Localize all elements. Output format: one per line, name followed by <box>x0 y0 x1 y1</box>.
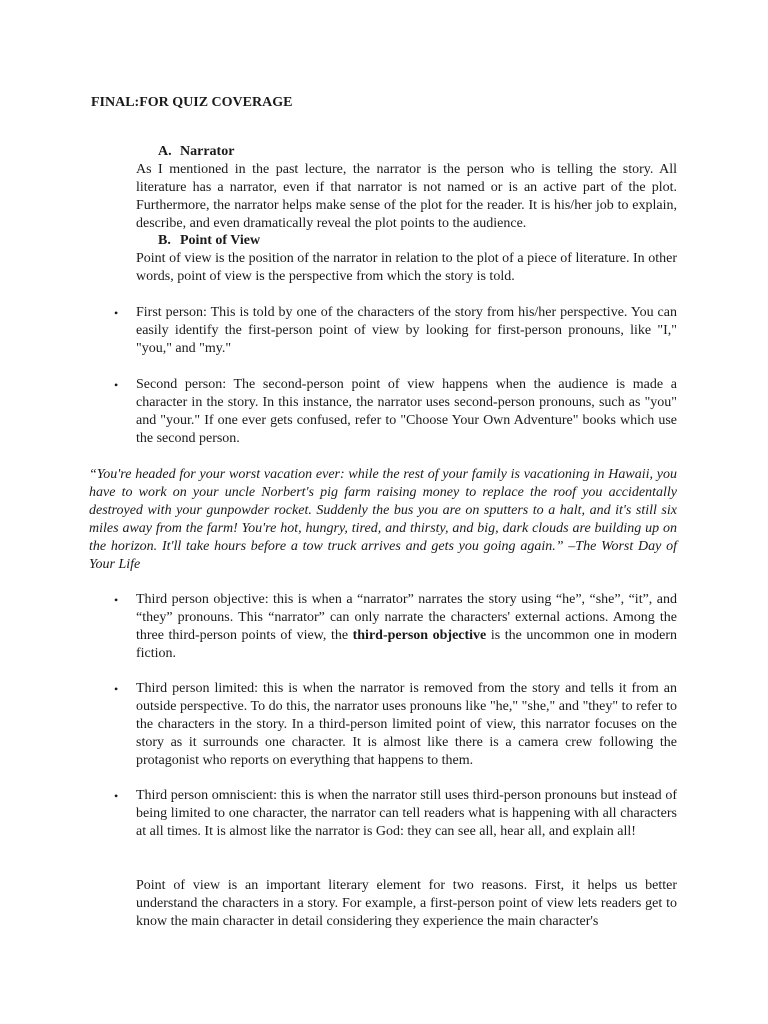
section-b-body <box>136 250 677 286</box>
section-a-heading <box>158 143 234 161</box>
section-a-body <box>136 161 677 233</box>
bullet-text: Third person omniscient: this is when the narrator still uses third-person pronouns but instead of being limited to one character, the narrator can tell readers what is happening with all characters at all times. It is almost like the narrator is God: they can see all, hear all, and explain all! <box>136 788 677 839</box>
closing-paragraph <box>136 877 677 931</box>
section-b-title: Point of View <box>180 233 261 248</box>
bullet-first-person <box>114 304 677 358</box>
bullet-text-bold: third-person objective <box>352 628 487 643</box>
point-of-view-paragraph: Point of view is the position of the narrator in relation to the plot of a piece of literature. In other words, point of view is the perspective from which the story is told. <box>136 251 677 284</box>
section-a-label: A. <box>158 144 172 159</box>
section-b-label: B. <box>158 233 171 248</box>
document-title: FINAL:FOR QUIZ COVERAGE <box>91 95 293 110</box>
closing-text: Point of view is an important literary element for two reasons. First, it helps us better understand the characters in a story. For example, a first-person point of view lets readers get to know the main character in detail considering they experience the main character's <box>136 878 677 929</box>
bullet-text: Second person: The second-person point of view happens when the audience is made a character in the story. In this instance, the narrator uses second-person pronouns, such as "you" and "your." If one ever gets confused, refer to "Choose Your Own Adventure" books which use the second person. <box>136 377 677 446</box>
bullet-dot: • <box>114 378 119 392</box>
bullet-third-omniscient <box>114 787 677 841</box>
bullet-text-before: Third person objective: this is when a “narrator” narrates the story using “he”, “she”, “it”, and “they” pronouns. This “narrator” can only narrate the characters' external actions. Among the three third-person points of view, the <box>136 592 677 643</box>
bullet-second-person <box>114 376 677 448</box>
bullet-text: Third person limited: this is when the narrator is removed from the story and tells it from an outside perspective. To do this, the narrator uses pronouns like "he," "she," and "they" to refer to the characters in the story. In a third-person limited point of view, this narrator focuses on the story as it surrounds one character. It is almost like there is a camera crew following the protagonist who reports on everything that happens to them. <box>136 681 677 768</box>
example-quote: “You're headed for your worst vacation ever: while the rest of your family is vacationing in Hawaii, you have to work on your uncle Norbert's pig farm raising money to replace the roof you accidentally destroyed with your gunpowder rocket. Suddenly the bus you are on sputters to a halt, and it's still six miles away from the farm! You're hot, hungry, tired, and thirsty, and big, dark clouds are building up on the horizon. It'll take hours before a tow truck arrives and gets you going again.” –The Worst Day of Your Life <box>89 467 677 572</box>
narrator-paragraph: As I mentioned in the past lecture, the narrator is the person who is telling the story. All literature has a narrator, even if that narrator is not named or is an active part of the plot. Furthermore, the narrator helps make sense of the plot for the reader. It is his/her job to explain, describe, and even dramatically reveal the plot points to the audience. <box>136 162 677 231</box>
bullet-third-objective <box>114 591 677 663</box>
bullet-text-after: is the uncommon one in modern fiction. <box>136 628 677 661</box>
section-a-title: Narrator <box>180 144 235 159</box>
bullet-dot: • <box>114 306 119 320</box>
bullet-dot: • <box>114 682 119 696</box>
bullet-text: First person: This is told by one of the characters of the story from his/her perspective. You can easily identify the first-person point of view by looking for first-person pronouns, like "I," "you," and "my." <box>136 305 677 356</box>
bullet-dot: • <box>114 593 119 607</box>
bullet-third-limited <box>114 680 677 770</box>
section-b-heading <box>158 232 260 250</box>
bullet-dot: • <box>114 789 119 803</box>
